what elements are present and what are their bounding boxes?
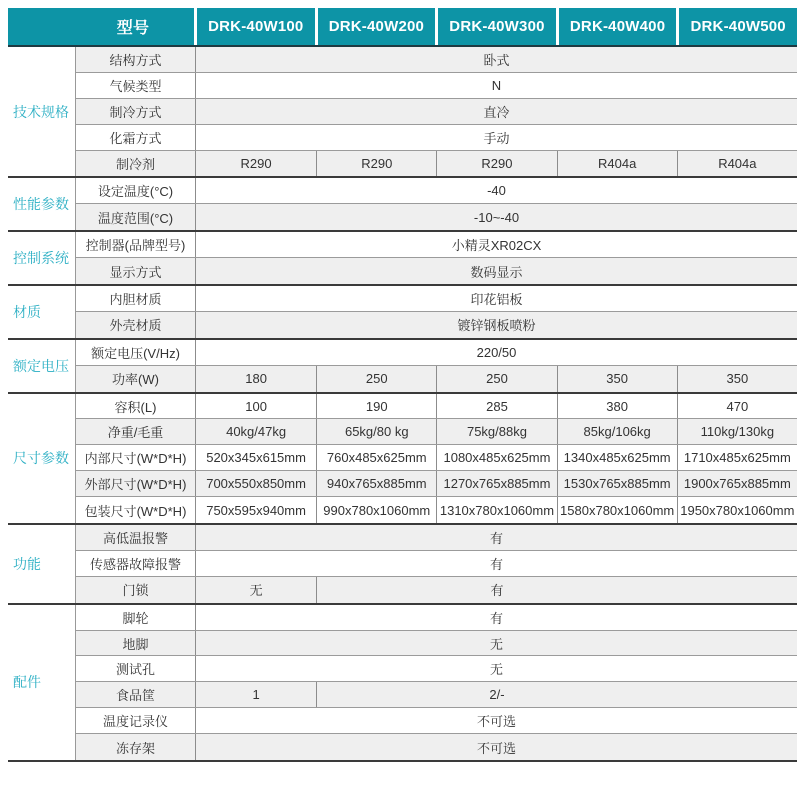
row-values bbox=[195, 656, 797, 681]
row-label bbox=[76, 286, 195, 311]
row-label bbox=[76, 47, 195, 72]
group-category-cell bbox=[8, 178, 75, 230]
value-cell bbox=[557, 394, 677, 419]
spec-row bbox=[76, 340, 797, 366]
value-text: 卧式 bbox=[483, 52, 510, 68]
value-text: R290 bbox=[481, 156, 513, 171]
group-rows bbox=[75, 525, 797, 603]
value-cell bbox=[436, 394, 556, 419]
row-label-text: 设定温度(°C) bbox=[97, 184, 174, 200]
value-cell bbox=[196, 178, 797, 203]
row-values bbox=[195, 419, 797, 444]
value-text: 220/50 bbox=[476, 344, 517, 360]
value-text: 镀锌钢板喷粉 bbox=[457, 318, 536, 334]
header-model-text: DRK-40W300 bbox=[449, 18, 545, 35]
row-values bbox=[195, 151, 797, 177]
value-cell bbox=[196, 577, 316, 603]
value-cell bbox=[196, 258, 797, 284]
value-cell bbox=[316, 366, 436, 392]
spec-row bbox=[76, 232, 797, 258]
value-text: 75kg/88kg bbox=[466, 424, 527, 440]
row-values bbox=[195, 631, 797, 656]
row-label bbox=[76, 419, 195, 444]
value-text: R290 bbox=[361, 156, 393, 171]
value-text: 不可选 bbox=[476, 740, 516, 756]
row-label bbox=[76, 178, 195, 203]
row-label bbox=[76, 605, 195, 630]
row-values bbox=[195, 605, 797, 630]
row-label-text: 化霜方式 bbox=[109, 130, 162, 146]
row-label bbox=[76, 151, 195, 177]
value-cell bbox=[316, 419, 436, 444]
spec-row bbox=[76, 551, 797, 577]
row-values bbox=[195, 682, 797, 707]
value-cell bbox=[196, 605, 797, 630]
value-cell bbox=[196, 47, 797, 72]
value-cell bbox=[436, 497, 556, 523]
row-label-text: 脚轮 bbox=[122, 610, 149, 626]
spec-row bbox=[76, 258, 797, 284]
spec-group bbox=[8, 340, 797, 394]
value-text: R404a bbox=[598, 156, 637, 171]
row-label bbox=[76, 312, 195, 338]
row-label-text: 制冷方式 bbox=[109, 104, 162, 120]
spec-group bbox=[8, 394, 797, 525]
row-label bbox=[76, 366, 195, 392]
row-values bbox=[195, 708, 797, 733]
spec-group bbox=[8, 605, 797, 762]
value-cell bbox=[196, 551, 797, 576]
spec-row bbox=[76, 286, 797, 312]
value-cell bbox=[196, 631, 797, 656]
value-text: 1340x485x625mm bbox=[563, 450, 671, 466]
row-label bbox=[76, 656, 195, 681]
row-label-text: 气候类型 bbox=[109, 78, 162, 94]
value-text: 手动 bbox=[483, 130, 510, 146]
value-cell bbox=[196, 312, 797, 338]
group-rows bbox=[75, 47, 797, 176]
value-cell bbox=[436, 366, 556, 392]
row-label bbox=[76, 73, 195, 98]
value-cell bbox=[677, 419, 797, 444]
header-model-cell bbox=[438, 8, 556, 45]
value-cell bbox=[196, 286, 797, 311]
value-cell bbox=[196, 525, 797, 550]
spec-row bbox=[76, 656, 797, 682]
value-cell bbox=[196, 708, 797, 733]
spec-group bbox=[8, 525, 797, 605]
row-label-text: 外壳材质 bbox=[109, 318, 162, 334]
group-rows bbox=[75, 394, 797, 523]
value-text: 有 bbox=[489, 610, 503, 626]
spec-row bbox=[76, 682, 797, 708]
row-label bbox=[76, 232, 195, 257]
value-text: -40 bbox=[487, 183, 506, 199]
row-label-text: 冻存架 bbox=[115, 740, 155, 756]
row-values bbox=[195, 73, 797, 98]
group-category-cell bbox=[8, 525, 75, 603]
row-label bbox=[76, 125, 195, 150]
value-text: 40kg/47kg bbox=[226, 424, 287, 440]
group-category-cell bbox=[8, 605, 75, 760]
value-text: 100 bbox=[245, 398, 267, 414]
group-category-label: 配件 bbox=[13, 674, 41, 691]
row-label-text: 容积(L) bbox=[114, 399, 157, 415]
header-model-text: DRK-40W400 bbox=[569, 18, 666, 35]
row-values bbox=[195, 99, 797, 124]
value-cell bbox=[196, 366, 316, 392]
group-category-label: 控制系统 bbox=[13, 250, 69, 267]
spec-row bbox=[76, 47, 797, 73]
spec-row bbox=[76, 73, 797, 99]
value-cell bbox=[677, 471, 797, 496]
value-cell bbox=[196, 445, 316, 470]
value-cell bbox=[677, 445, 797, 470]
row-values bbox=[195, 471, 797, 496]
value-cell bbox=[196, 656, 797, 681]
spec-row bbox=[76, 497, 797, 523]
value-text: 990x780x1060mm bbox=[323, 502, 431, 518]
header-model-cell bbox=[318, 8, 436, 45]
value-text: 1310x780x1060mm bbox=[439, 502, 555, 518]
row-label-text: 温度范围(°C) bbox=[97, 210, 174, 226]
value-cell bbox=[677, 497, 797, 523]
value-text: 印花铝板 bbox=[470, 291, 523, 307]
spec-row bbox=[76, 631, 797, 657]
header-model-cell bbox=[559, 8, 677, 45]
row-values bbox=[195, 232, 797, 257]
row-label-text: 额定电压(V/Hz) bbox=[91, 345, 180, 361]
row-values bbox=[195, 497, 797, 523]
group-rows bbox=[75, 605, 797, 760]
group-rows bbox=[75, 286, 797, 338]
row-values bbox=[195, 312, 797, 338]
row-values bbox=[195, 125, 797, 150]
row-label-text: 功率(W) bbox=[112, 372, 159, 388]
row-label bbox=[76, 577, 195, 603]
value-text: N bbox=[491, 77, 502, 93]
spec-group bbox=[8, 47, 797, 178]
row-values bbox=[195, 525, 797, 550]
value-cell bbox=[557, 366, 677, 392]
value-text: 有 bbox=[489, 530, 503, 546]
header-model-cell bbox=[197, 8, 315, 45]
row-label bbox=[76, 204, 195, 230]
group-category-label: 性能参数 bbox=[13, 196, 69, 213]
value-cell bbox=[436, 419, 556, 444]
value-text: 760x485x625mm bbox=[326, 450, 427, 466]
value-text: 有 bbox=[489, 556, 503, 572]
group-category-cell bbox=[8, 286, 75, 338]
header-model-text: DRK-40W500 bbox=[690, 18, 786, 35]
value-text: 2/- bbox=[489, 687, 505, 703]
header-model-cell bbox=[679, 8, 797, 45]
value-cell bbox=[436, 445, 556, 470]
row-values bbox=[195, 734, 797, 760]
value-text: 285 bbox=[486, 398, 508, 414]
value-cell bbox=[196, 151, 316, 177]
value-text: 85kg/106kg bbox=[583, 424, 651, 440]
row-label-text: 包装尺寸(W*D*H) bbox=[84, 503, 187, 519]
row-label-text: 显示方式 bbox=[109, 264, 162, 280]
row-label bbox=[76, 394, 195, 419]
value-cell bbox=[677, 366, 797, 392]
value-cell bbox=[557, 471, 677, 496]
value-cell bbox=[196, 232, 797, 257]
spec-row bbox=[76, 734, 797, 760]
value-text: 小精灵XR02CX bbox=[451, 238, 542, 254]
group-category-cell bbox=[8, 47, 75, 176]
group-category-label: 材质 bbox=[13, 303, 41, 320]
value-text: R404a bbox=[718, 156, 757, 171]
group-category-label: 功能 bbox=[13, 555, 41, 572]
row-label bbox=[76, 525, 195, 550]
spec-row bbox=[76, 605, 797, 631]
value-text: 940x765x885mm bbox=[326, 476, 427, 492]
value-text: 180 bbox=[245, 371, 267, 387]
row-label-text: 测试孔 bbox=[115, 662, 155, 678]
value-text: 不可选 bbox=[476, 714, 516, 730]
value-text: 数码显示 bbox=[470, 264, 523, 280]
group-category-label: 尺寸参数 bbox=[13, 450, 69, 467]
value-cell bbox=[436, 151, 556, 177]
model-column-title: 型号 bbox=[116, 20, 150, 37]
value-text: 有 bbox=[490, 583, 504, 599]
spec-row bbox=[76, 419, 797, 445]
value-text: 470 bbox=[726, 398, 749, 414]
value-text: 1 bbox=[252, 687, 260, 703]
value-cell bbox=[196, 682, 316, 707]
value-text: 1580x780x1060mm bbox=[560, 502, 675, 518]
value-text: 190 bbox=[365, 398, 388, 414]
value-text: 1080x485x625mm bbox=[443, 450, 551, 466]
group-category-label: 额定电压 bbox=[13, 357, 69, 374]
value-cell bbox=[196, 125, 797, 150]
value-cell bbox=[196, 394, 316, 419]
value-text: 350 bbox=[606, 371, 628, 387]
row-values bbox=[195, 577, 797, 603]
group-category-cell bbox=[8, 394, 75, 523]
value-cell bbox=[316, 682, 797, 707]
value-cell bbox=[557, 419, 677, 444]
value-cell bbox=[557, 151, 677, 177]
row-label-text: 制冷剂 bbox=[115, 157, 155, 172]
value-text: 无 bbox=[489, 662, 503, 678]
table-header bbox=[8, 8, 797, 47]
group-category-label: 技术规格 bbox=[13, 103, 69, 120]
row-label-text: 传感器故障报警 bbox=[89, 556, 181, 572]
group-rows bbox=[75, 178, 797, 230]
row-label bbox=[76, 551, 195, 576]
row-label bbox=[76, 471, 195, 496]
header-model-text: DRK-40W100 bbox=[208, 18, 304, 35]
row-label bbox=[76, 631, 195, 656]
spec-row bbox=[76, 204, 797, 230]
spec-row bbox=[76, 99, 797, 125]
value-text: 250 bbox=[486, 371, 508, 387]
header-model-label-cell bbox=[8, 8, 194, 45]
row-label bbox=[76, 340, 195, 365]
value-text: -10~-40 bbox=[473, 209, 520, 225]
value-cell bbox=[436, 471, 556, 496]
group-category-cell bbox=[8, 340, 75, 392]
value-cell bbox=[557, 445, 677, 470]
row-values bbox=[195, 286, 797, 311]
value-text: 350 bbox=[726, 371, 749, 387]
value-cell bbox=[677, 151, 797, 177]
value-cell bbox=[316, 497, 436, 523]
row-label-text: 高低温报警 bbox=[102, 530, 168, 546]
value-cell bbox=[677, 394, 797, 419]
spec-group bbox=[8, 232, 797, 286]
group-category-cell bbox=[8, 232, 75, 284]
value-text: 无 bbox=[489, 636, 503, 652]
value-cell bbox=[196, 419, 316, 444]
value-cell bbox=[196, 734, 797, 760]
value-cell bbox=[316, 445, 436, 470]
spec-row bbox=[76, 125, 797, 151]
group-rows bbox=[75, 232, 797, 284]
table-body bbox=[8, 47, 797, 762]
row-values bbox=[195, 204, 797, 230]
spec-row bbox=[76, 178, 797, 204]
row-label-text: 内胆材质 bbox=[109, 291, 162, 307]
group-rows bbox=[75, 340, 797, 392]
spec-row bbox=[76, 577, 797, 603]
value-cell bbox=[196, 99, 797, 124]
value-text: R290 bbox=[240, 156, 272, 171]
value-text: 1710x485x625mm bbox=[683, 450, 791, 466]
value-text: 110kg/130kg bbox=[700, 424, 775, 440]
row-label-text: 控制器(品牌型号) bbox=[85, 238, 186, 254]
row-label-text: 温度记录仪 bbox=[102, 714, 168, 730]
value-text: 520x345x615mm bbox=[206, 450, 306, 466]
value-text: 65kg/80 kg bbox=[344, 424, 409, 440]
row-values bbox=[195, 445, 797, 470]
value-cell bbox=[316, 577, 797, 603]
row-values bbox=[195, 394, 797, 419]
value-cell bbox=[316, 151, 436, 177]
spec-row bbox=[76, 471, 797, 497]
row-label bbox=[76, 682, 195, 707]
value-cell bbox=[196, 73, 797, 98]
row-values bbox=[195, 47, 797, 72]
spec-group bbox=[8, 286, 797, 340]
row-label-text: 食品筐 bbox=[115, 688, 155, 704]
row-values bbox=[195, 178, 797, 203]
row-label-text: 地脚 bbox=[122, 636, 149, 652]
spec-row bbox=[76, 445, 797, 471]
value-text: 250 bbox=[365, 371, 388, 387]
row-values bbox=[195, 366, 797, 392]
row-label-text: 外部尺寸(W*D*H) bbox=[84, 477, 187, 493]
value-cell bbox=[196, 471, 316, 496]
value-text: 700x550x850mm bbox=[206, 476, 306, 492]
row-values bbox=[195, 551, 797, 576]
spec-table bbox=[8, 8, 797, 762]
row-label-text: 门锁 bbox=[122, 583, 149, 599]
value-text: 380 bbox=[606, 398, 628, 414]
spec-row bbox=[76, 525, 797, 551]
value-cell bbox=[196, 340, 797, 365]
row-label bbox=[76, 734, 195, 760]
header-model-text: DRK-40W200 bbox=[328, 18, 425, 35]
value-cell bbox=[557, 497, 677, 523]
value-text: 1270x765x885mm bbox=[443, 476, 551, 492]
row-label bbox=[76, 258, 195, 284]
spec-group bbox=[8, 178, 797, 232]
row-label bbox=[76, 99, 195, 124]
row-label bbox=[76, 708, 195, 733]
spec-row bbox=[76, 151, 797, 177]
row-label-text: 结构方式 bbox=[109, 52, 162, 68]
spec-row bbox=[76, 366, 797, 392]
value-cell bbox=[316, 471, 436, 496]
row-label bbox=[76, 445, 195, 470]
value-text: 1900x765x885mm bbox=[683, 476, 791, 492]
value-text: 直冷 bbox=[483, 104, 510, 120]
value-text: 1530x765x885mm bbox=[563, 476, 671, 492]
spec-row bbox=[76, 394, 797, 420]
value-cell bbox=[196, 204, 797, 230]
value-text: 1950x780x1060mm bbox=[680, 502, 795, 518]
spec-row bbox=[76, 708, 797, 734]
row-label-text: 净重/毛重 bbox=[107, 425, 164, 441]
row-values bbox=[195, 258, 797, 284]
row-values bbox=[195, 340, 797, 365]
value-cell bbox=[196, 497, 316, 523]
row-label bbox=[76, 497, 195, 523]
row-label-text: 内部尺寸(W*D*H) bbox=[84, 451, 187, 467]
value-text: 750x595x940mm bbox=[206, 502, 306, 518]
value-text: 无 bbox=[249, 583, 263, 599]
value-cell bbox=[316, 394, 436, 419]
spec-row bbox=[76, 312, 797, 338]
